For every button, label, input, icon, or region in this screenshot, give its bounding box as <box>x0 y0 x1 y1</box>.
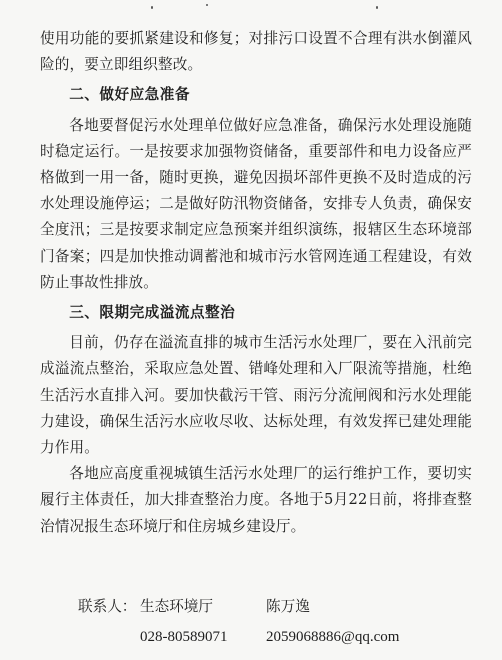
scan-speck <box>151 6 153 9</box>
section-heading-emergency-prep: 二、做好应急准备 <box>69 86 190 104</box>
scan-speck <box>206 4 208 6</box>
paragraph-emergency-prep: 各地要督促污水处理单位做好应急准备，确保污水处理设施随时稳定运行。一是按要求加强物资储备，重要部件和电力设备应严格做到一用一备，随时更换，避免因损坏部件更换不及时造成的污水处理设施停运；二是做好防汛物资储备，安排专人负责，确保安全度汛；三是按要求制定应急预案并组织演练，报辖区生态环境部门备案；四是加快推动调蓄池和城市污水管网连通工程建设，有效防止事故性排放。 <box>40 116 472 291</box>
section-heading-overflow-fix: 三、限期完成溢流点整治 <box>69 304 236 322</box>
contact-org: 生态环境厅 <box>140 598 213 615</box>
contact-phone: 028-80589071 <box>140 629 228 645</box>
contact-email: 2059068886@qq.com <box>266 629 400 645</box>
contact-block <box>78 592 478 652</box>
contact-name: 陈万逸 <box>266 598 310 615</box>
paragraph-overflow-fix: 目前，仍存在溢流直排的城市生活污水处理厂，要在入汛前完成溢流点整治，采取应急处置、错峰处理和入厂限流等措施，杜绝生活污水直排入河。要加快截污干管、雨污分流闸阀和污水处理能力建设，确保生活污水应收尽收、达标处理，有效发挥已建处理能力作用。 <box>40 334 472 457</box>
scan-speck <box>376 6 378 9</box>
contact-label: 联系人： <box>78 598 137 615</box>
paragraph-continuation: 使用功能的要抓紧建设和修复；对排污口设置不合理有洪水倒灌风险的，要立即组织整改。 <box>40 30 472 74</box>
paragraph-maintenance: 各地应高度重视城镇生活污水处理厂的运行维护工作，要切实履行主体责任，加大排查整治力度。各地于5月22日前，将排查整治情况报生态环境厅和住房城乡建设厅。 <box>40 465 472 535</box>
contact-row-primary <box>78 592 478 622</box>
contact-row-details <box>78 622 478 652</box>
